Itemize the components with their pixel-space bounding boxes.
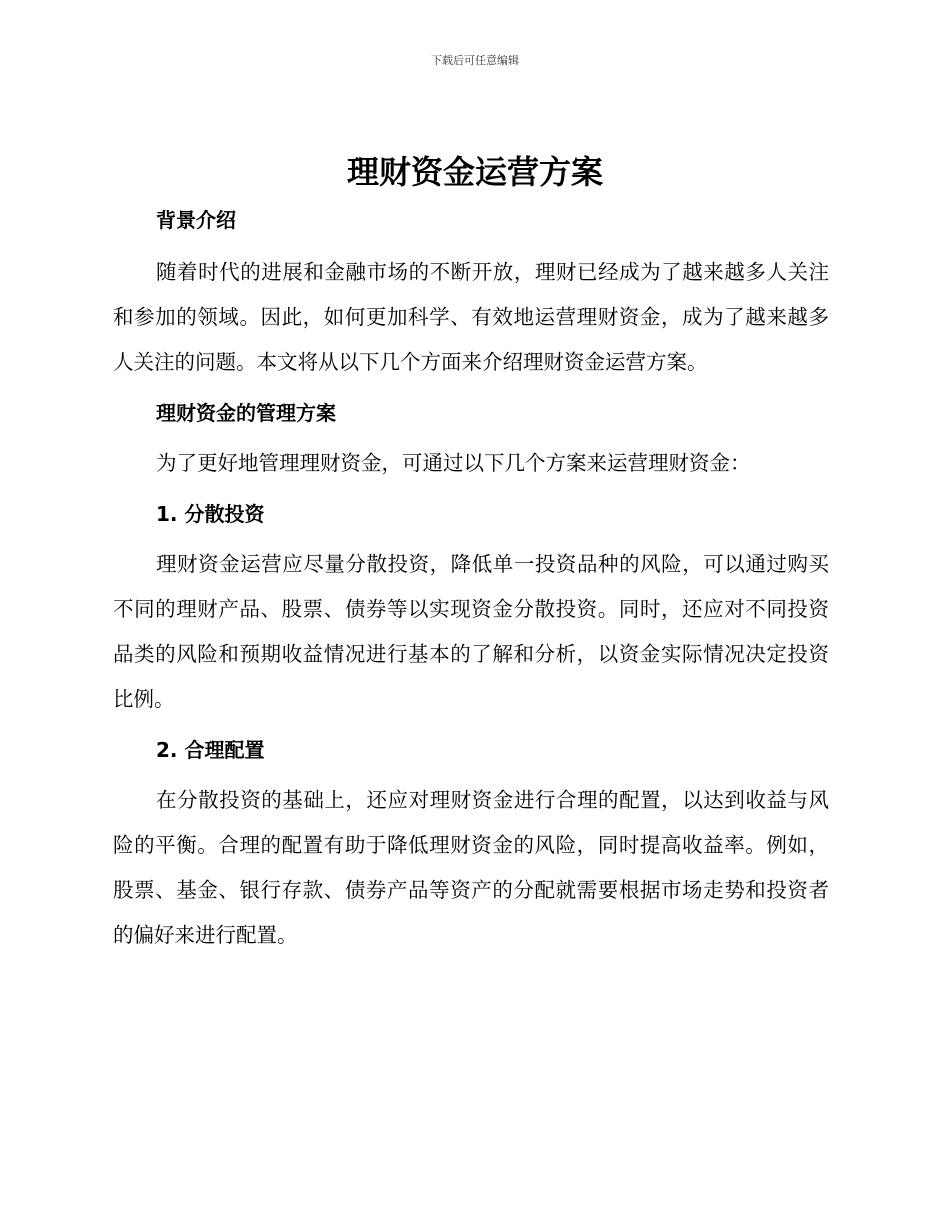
- section-paragraph-background: 随着时代的进展和金融市场的不断开放，理财已经成为了越来越多人关注和参加的领域。因此，如何更加科学、有效地运营理财资金，成为了越来越多人关注的问题。本文将从以下几个方面来介绍理财资金运营方案。: [113, 260, 829, 374]
- section-paragraph-diversified-investment: 理财资金运营应尽量分散投资，降低单一投资品种的风险，可以通过购买不同的理财产品、股票、债券等以实现资金分散投资。同时，还应对不同投资品类的风险和预期收益情况进行基本的了解和分析，以资金实际情况决定投资比例。: [113, 552, 829, 711]
- document-title: 理财资金运营方案: [346, 153, 603, 191]
- section-heading-management-plan: 理财资金的管理方案: [156, 401, 336, 425]
- document-body: [113, 200, 829, 958]
- section-heading-diversified-investment: 1. 分散投资: [156, 502, 265, 526]
- section-heading-background: 背景介绍: [156, 208, 236, 232]
- page-header: 下载后可任意编辑: [431, 54, 519, 67]
- section-heading-reasonable-allocation: 2. 合理配置: [156, 738, 265, 762]
- section-paragraph-management-plan: 为了更好地管理理财资金，可通过以下几个方案来运营理财资金：: [156, 451, 751, 475]
- section-paragraph-reasonable-allocation: 在分散投资的基础上，还应对理财资金进行合理的配置，以达到收益与风险的平衡。合理的配置有助于降低理财资金的风险，同时提高收益率。例如，股票、基金、银行存款、债券产品等资产的分配就需要根据市场走势和投资者的偏好来进行配置。: [113, 788, 829, 947]
